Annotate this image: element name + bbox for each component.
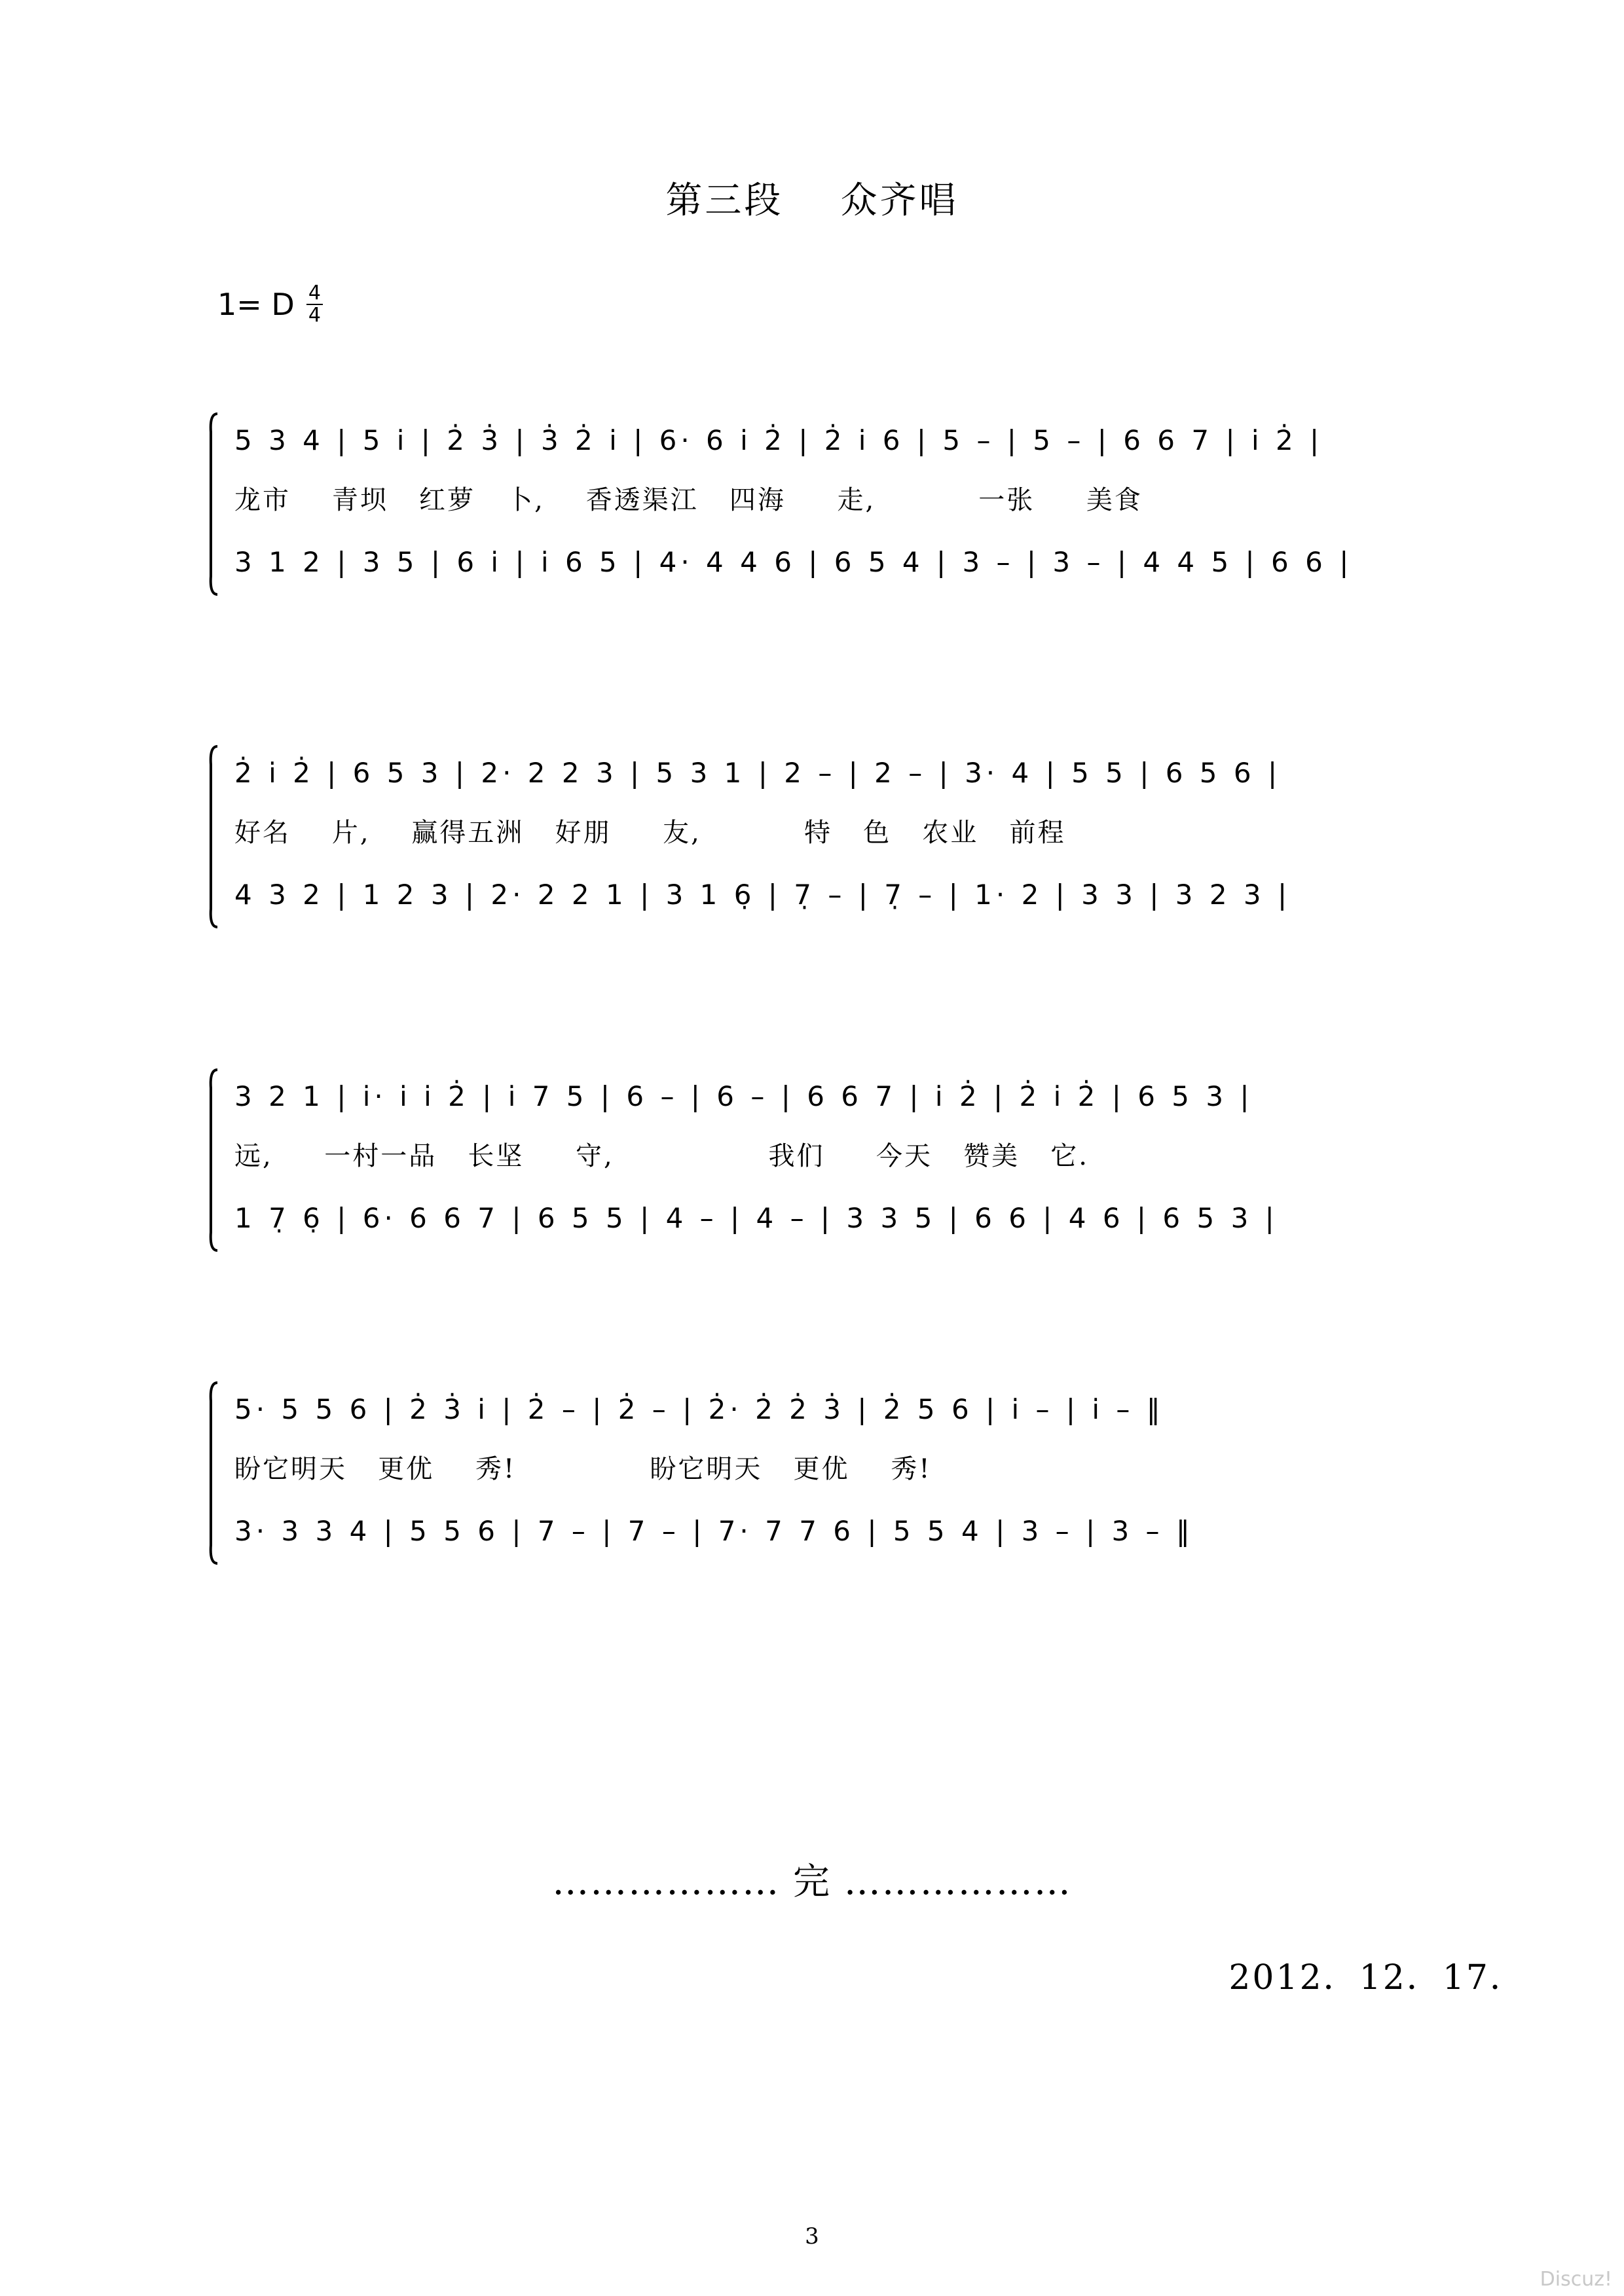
key-signature [217, 283, 323, 326]
page-number: 3 [805, 2223, 819, 2250]
score-system-2 [208, 745, 1485, 928]
end-marker: ……………… 完 ……………… [552, 1861, 1072, 1903]
score-system-3 [208, 1068, 1485, 1252]
time-top: 4 [306, 283, 323, 305]
upper-part: 2̇ i̇ 2̇ | 6 5 3 | 2· 2 2 3 | 5 3 1 | 2 – | 2 – | 3· 4 | 5 5 | 6 5 6 | [234, 757, 1282, 789]
key-label: 1= D [217, 287, 295, 322]
score-system-4 [208, 1381, 1485, 1565]
brace-icon [208, 745, 221, 928]
lower-part: 3· 3 3 4 | 5 5 6 | 7 – | 7 – | 7· 7 7 6 | 5 5 4 | 3 – | 3 – ‖ [234, 1515, 1194, 1547]
section-title: 第三段 众齐唱 [665, 179, 959, 222]
lyrics-line: 龙市 青坝 红萝 卜, 香透渠江 四海 走, 一张 美食 [234, 485, 1143, 515]
lower-part: 1 7̣ 6̣ | 6· 6 6 7 | 6 5 5 | 4 – | 4 – | 3 3 5 | 6 6 | 4 6 | 6 5 3 | [234, 1202, 1278, 1234]
lyrics-line: 盼它明天 更优 秀! 盼它明天 更优 秀! [234, 1454, 932, 1484]
lyrics-line: 远, 一村一品 长坚 守, 我们 今天 赞美 它. [234, 1141, 1090, 1171]
time-bottom: 4 [308, 304, 321, 327]
lower-part: 4 3 2 | 1 2 3 | 2· 2 2 1 | 3 1 6̣ | 7̣ – | 7̣ – | 1· 2 | 3 3 | 3 2 3 | [234, 879, 1291, 911]
date: 2012．12．17． [1228, 1958, 1526, 1997]
lower-part: 3 1 2 | 3 5 | 6 i̇ | i̇ 6 5 | 4· 4 4 6 | 6 5 4 | 3 – | 3 – | 4 4 5 | 6 6 | [234, 546, 1353, 578]
upper-part: 5· 5 5 6 | 2̇ 3̇ i̇ | 2̇ – | 2̇ – | 2̇· 2̇ 2̇ 3̇ | 2̇ 5 6 | i̇ – | i̇ – ‖ [234, 1393, 1164, 1425]
time-signature [306, 283, 323, 326]
brace-icon [208, 1068, 221, 1252]
lyrics-line: 好名 片, 赢得五洲 好朋 友, 特 色 农业 前程 [234, 818, 1066, 848]
watermark: Discuz! [1540, 2268, 1612, 2291]
brace-icon [208, 412, 221, 596]
upper-part: 3 2 1 | i̇· i̇ i̇ 2̇ | i̇ 7 5 | 6 – | 6 – | 6 6 7 | i̇ 2̇ | 2̇ i̇ 2̇ | 6 5 3 | [234, 1080, 1253, 1112]
upper-part: 5 3 4 | 5 i̇ | 2̇ 3̇ | 3̇ 2̇ i̇ | 6· 6 i̇ 2̇ | 2̇ i̇ 6 | 5 – | 5 – | 6 6 7 | i̇ 2̇ | [234, 424, 1323, 456]
brace-icon [208, 1381, 221, 1565]
score-system-1 [208, 412, 1485, 596]
